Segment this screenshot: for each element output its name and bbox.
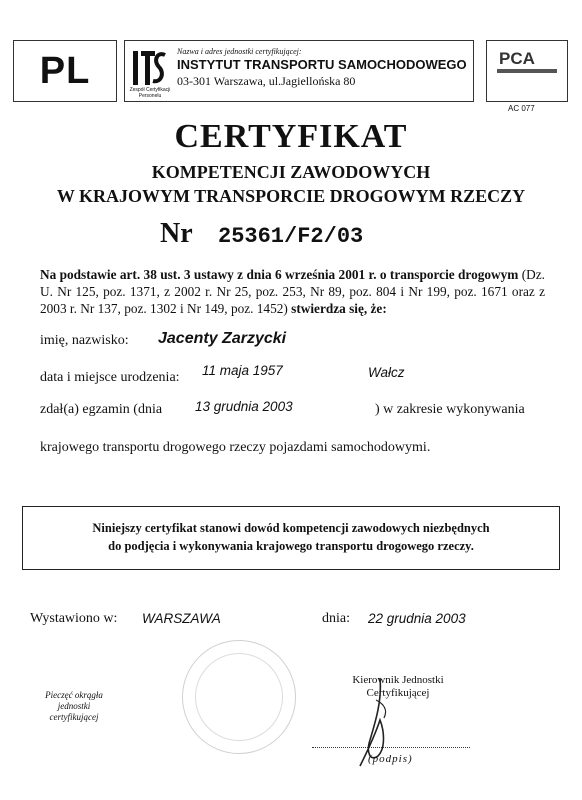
birth-label: data i miejsce urodzenia:: [40, 370, 180, 385]
exam-date: 13 grudnia 2003: [195, 399, 293, 414]
round-stamp: [182, 640, 296, 754]
stamp-label: Pieczęć okrągła jednostki certyfikującej: [45, 690, 103, 722]
certificate-subtitle-1: KOMPETENCJI ZAWODOWYCH: [151, 162, 431, 182]
certificate-number: 25361/F2/03: [218, 224, 364, 249]
its-logo-icon: [129, 49, 169, 87]
signature-line: [312, 747, 470, 748]
round-stamp-inner: [195, 653, 283, 741]
issue-date-label: dnia:: [322, 611, 350, 626]
legal-basis-ref: (Dz. U. Nr 125, poz. 1371, z 2002 r. Nr 25, poz. 253, Nr 89, poz. 804 i Nr 199, poz. 1671 oraz z 2003 r. Nr 137, poz. 1302 i Nr 149, poz. 1452): [40, 267, 546, 316]
accreditation-number: AC 077: [508, 104, 535, 113]
legal-basis-tail: stwierdza się, że:: [291, 301, 387, 316]
institute-box: [124, 40, 474, 102]
pca-underline: [497, 69, 557, 73]
issue-date: 22 grudnia 2003: [368, 611, 466, 626]
exam-label: zdał(a) egzamin (dnia: [40, 402, 163, 417]
exam-suffix: ) w zakresie wykonywania: [375, 402, 525, 417]
birth-date: 11 maja 1957: [202, 363, 283, 378]
country-code-box: [13, 40, 117, 102]
certificate-subtitle-2: W KRAJOWYM TRANSPORCIE DROGOWYM RZECZY: [56, 186, 526, 206]
legal-basis-bold: Na podstawie art. 38 ust. 3 ustawy z dnia 6 września 2001 r. o transporcie drogowym: [40, 267, 519, 282]
address-label: Nazwa i adres jednostki certyfikującej:: [177, 47, 302, 56]
notice-line-1: Niniejszy certyfikat stanowi dowód kompetencji zawodowych niezbędnych: [92, 521, 490, 535]
certificate-title: CERTYFIKAT: [174, 118, 408, 155]
logo-caption: Zespół Certyfikacji Personelu: [129, 87, 171, 99]
pca-box: [486, 40, 568, 102]
institute-address: 03-301 Warszawa, ul.Jagiellońska 80: [177, 74, 356, 88]
name-label: imię, nazwisko:: [40, 333, 129, 348]
institute-name: INSTYTUT TRANSPORTU SAMOCHODOWEGO: [177, 57, 467, 72]
issue-place-label: Wystawiono w:: [30, 611, 118, 626]
number-label: Nr: [160, 218, 193, 249]
pca-logo: PCA: [499, 49, 535, 68]
name-value: Jacenty Zarzycki: [158, 330, 287, 347]
birth-place: Wałcz: [368, 365, 405, 380]
issue-place: WARSZAWA: [142, 611, 221, 626]
certificate-notice: [22, 506, 560, 570]
head-of-unit-label: Kierownik Jednostki Certyfikującej: [352, 674, 444, 699]
legal-basis: [40, 266, 545, 317]
country-code: PL: [39, 49, 91, 92]
signature-label: (podpis): [368, 753, 413, 765]
notice-line-2: do podjęcia i wykonywania krajowego transportu drogowego rzeczy.: [108, 539, 474, 553]
exam-scope: krajowego transportu drogowego rzeczy pojazdami samochodowymi.: [40, 440, 431, 455]
